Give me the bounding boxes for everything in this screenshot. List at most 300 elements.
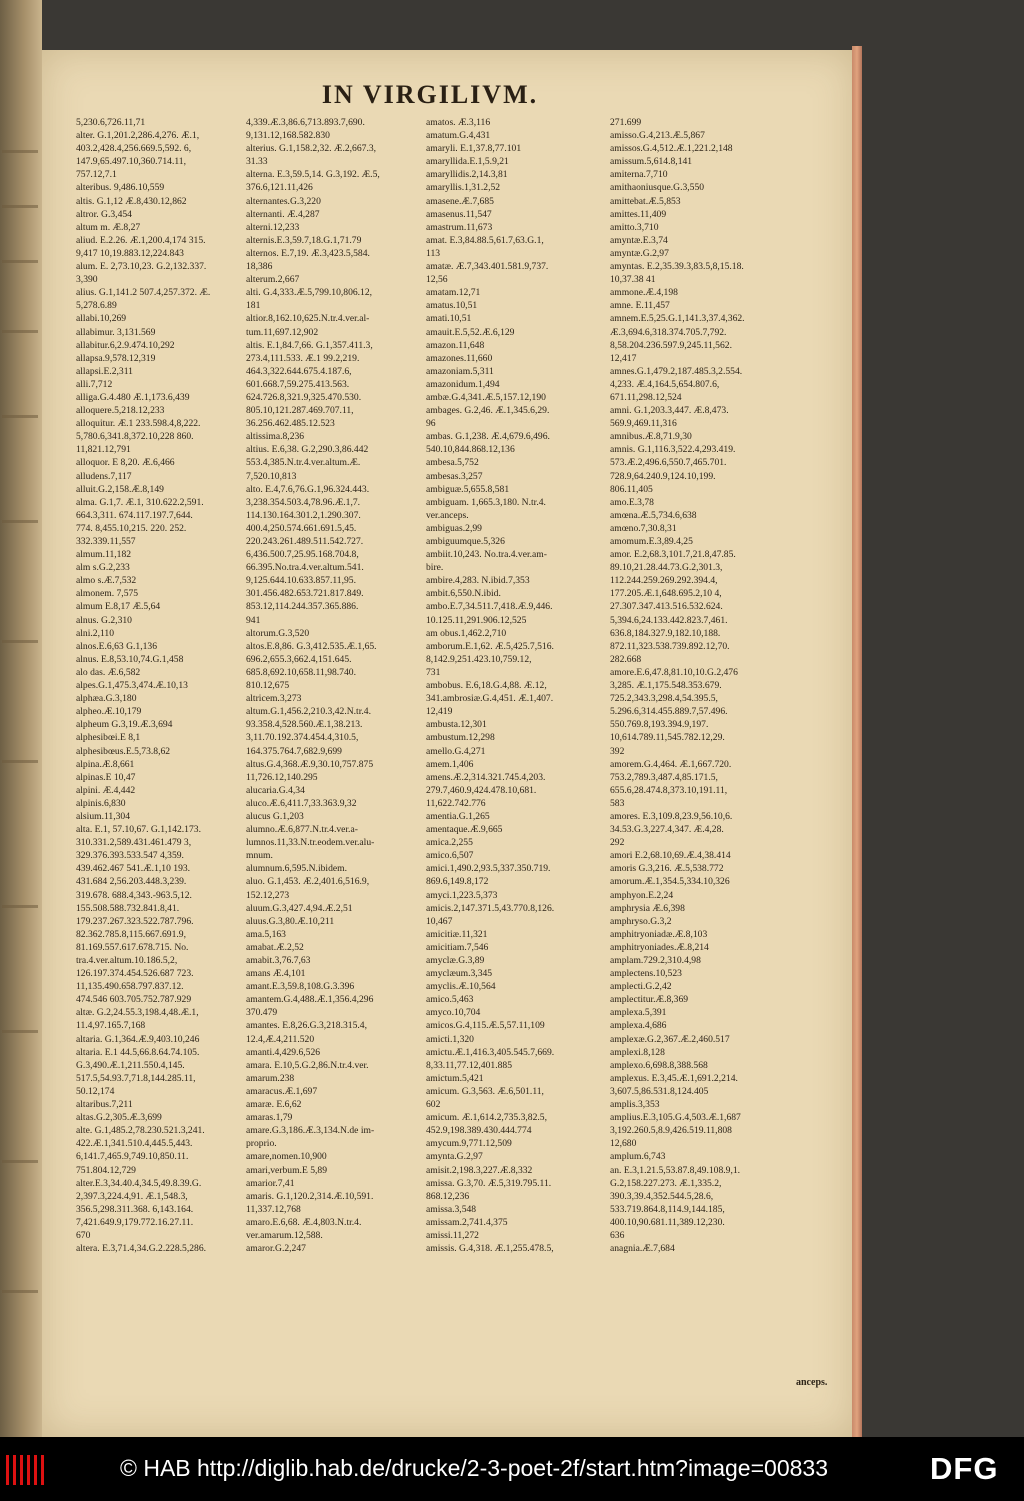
index-entry: anagnia.Æ.7,684	[610, 1243, 675, 1255]
index-entry: alloquitur. Æ.1 233.598.4,8,222.	[76, 418, 201, 430]
index-entry: 400.10,90.681.11,389.12,230.	[610, 1216, 725, 1228]
index-entry: 114.130.164.301.2,1.290.307.	[246, 509, 361, 521]
index-entry: altæ. G.2,24.55.3,198.4,48.Æ.1,	[76, 1007, 199, 1019]
index-entry: 624.726.8,321.9,325.470.530.	[246, 391, 362, 403]
hab-logo-icon	[6, 1455, 50, 1485]
index-entry: 279.7,460.9,424.478.10,681.	[426, 784, 537, 796]
index-entry: aluo. G.1,453. Æ.2,401.6,516.9,	[246, 876, 370, 888]
index-entry: 319.678. 688.4,343.-963.5,12.	[76, 889, 192, 901]
index-entry: 439.462.467 541.Æ.1,10 193.	[76, 863, 191, 875]
index-entry: amem.1,406	[426, 758, 474, 770]
index-entry: amicti.1,320	[426, 1033, 474, 1045]
index-entry: ambiguas.2,99	[426, 522, 482, 534]
index-entry: lumnos.11,33.N.tr.eodem.ver.alu-	[246, 837, 375, 849]
index-entry: am obus.1,462.2,710	[426, 627, 507, 639]
index-entry: 7,421.649.9,179.772.16.27.11.	[76, 1216, 194, 1228]
index-entry: 725.2,343.3,298.4,54.395.5,	[610, 693, 718, 705]
index-entry: 292	[610, 837, 625, 849]
index-entry: 853.12,114.244.357.365.886.	[246, 601, 359, 613]
index-entry: 181	[246, 300, 261, 312]
index-entry: amarior.7,41	[246, 1177, 295, 1189]
index-entry: 601.668.7,59.275.413.563.	[246, 378, 350, 390]
index-entry: allapsa.9,578.12,319	[76, 352, 156, 364]
index-entry: ammone.Æ.4,198	[610, 287, 678, 299]
index-entry: altaria. G.1,364.Æ.9,403.10,246	[76, 1033, 200, 1045]
index-entry: 27.307.347.413.516.532.624.	[610, 601, 723, 613]
index-entry: almum.11,182	[76, 549, 132, 561]
catchword: anceps.	[796, 1377, 828, 1388]
index-entry: 12,680	[610, 1138, 637, 1150]
index-entry: G.2,158.227.273. Æ.1,335.2,	[610, 1177, 722, 1189]
index-entry: amaræ. E.6,62	[246, 1099, 302, 1111]
index-entry: amisit.2,198.3,227.Æ.8,332	[426, 1164, 533, 1176]
index-entry: 11,622.742.776	[426, 797, 486, 809]
index-entry: 301.456.482.653.721.817.849.	[246, 588, 364, 600]
index-entry: 6,436.500.7,25.95.168.704.8,	[246, 549, 359, 561]
index-entry: 370.479	[246, 1007, 278, 1019]
index-entry: amor. E.2,68.3,101.7,21.8,47.85.	[610, 549, 736, 561]
index-entry: altum.G.1,456.2,210.3,42.N.tr.4.	[246, 706, 371, 718]
index-entry: 147.9,65.497.10,360.714.11,	[76, 156, 186, 168]
index-entry: amaris. G.1,120.2,314.Æ.10,591.	[246, 1190, 374, 1202]
index-entry: amœno.7,30.8,31	[610, 522, 677, 534]
index-entry: 220.243.261.489.511.542.727.	[246, 536, 364, 547]
index-entry: 50.12,174	[76, 1085, 115, 1097]
index-entry: amplexus. E.3,45.Æ.1,691.2,214.	[610, 1072, 738, 1084]
index-entry: alnus. E.8,53.10,74.G.1,458	[76, 653, 184, 665]
index-entry: 155.508.588.732.841.8,41.	[76, 902, 180, 914]
index-entry: alum. E. 2,73.10,23. G.2,132.337.	[76, 261, 207, 273]
index-entry: amphitryoniadæ.Æ.8,103	[610, 928, 708, 940]
index-entry: ambesa.5,752	[426, 457, 479, 469]
index-entry: amnes.G.1,479.2,187.485.3,2.554.	[610, 365, 743, 377]
index-entry: 9,125.644.10.633.857.11,95.	[246, 575, 356, 587]
index-entry: amici.1,490.2,93.5,337.350.719.	[426, 863, 551, 875]
index-entry: almo s.Æ.7,532	[76, 575, 137, 587]
index-entry: amicis.2,147.371.5,43.770.8,126.	[426, 902, 555, 914]
index-entry: altera. E.3,71.4,34.G.2.228.5,286.	[76, 1243, 207, 1255]
index-entry: 728.9,64.240.9,124.10,199.	[610, 470, 716, 482]
index-entry: alta. E.1, 57.10,67. G.1,142.173.	[76, 824, 201, 836]
index-entry: amyntæ.E.3,74	[610, 234, 668, 246]
index-entry: allabitur.6,2.9.474.10,292	[76, 339, 175, 351]
dfg-logo: DFG	[930, 1451, 999, 1486]
index-entry: altus.G.4,368.Æ.9,30.10,757.875	[246, 758, 374, 770]
index-entry: 332.339.11,557	[76, 536, 136, 547]
index-entry: 553.4,385.N.tr.4.ver.altum.Æ.	[246, 457, 361, 469]
index-entry: altius. E.6,38. G.2,290.3,86.442	[246, 444, 369, 456]
index-entry: amithaoniusque.G.3,550	[610, 182, 705, 194]
index-entry: 583	[610, 797, 625, 809]
index-entry: 12.4,Æ.4,211.520	[246, 1033, 315, 1045]
index-entry: amissam.2,741.4,375	[426, 1216, 508, 1228]
index-entry: alo das. Æ.6,582	[76, 666, 141, 678]
index-entry: 941	[246, 614, 261, 626]
index-entry: 7,520.10,813	[246, 470, 297, 482]
index-entry: amabat.Æ.2,52	[246, 941, 304, 953]
index-entry: altissima.8,236	[246, 431, 305, 443]
index-entry: amazones.11,660	[426, 352, 493, 364]
index-entry: 685.8,692.10,658.11,98.740.	[246, 666, 356, 678]
index-entry: 390.3,39.4,352.544.5,28.6,	[610, 1190, 714, 1202]
index-entry: amplexæ.G.2,367.Æ.2,460.517	[610, 1033, 730, 1045]
index-entry: ambages. G.2,46. Æ.1,345.6,29.	[426, 405, 550, 417]
index-entry: 5,278.6.89	[76, 300, 117, 312]
index-entry: amores. E.3,109.8,23.9,56.10,6.	[610, 810, 733, 822]
index-entry: amittes.11,409	[610, 208, 667, 220]
index-entry: 872.11,323.538.739.892.12,70.	[610, 640, 730, 652]
index-entry: amantem.G.4,488.Æ.1,356.4,296	[246, 994, 374, 1006]
index-entry: amborum.E.1,62. Æ.5,425.7,516.	[426, 640, 554, 652]
index-entry: 5,394.6,24.133.442.823.7,461.	[610, 614, 728, 626]
index-entry: alloquor. E 8,20. Æ.6,466	[76, 457, 175, 469]
index-entry: amphyon.E.2,24	[610, 889, 674, 901]
index-entry: amœna.Æ.5,734.6,638	[610, 509, 697, 521]
index-entry: 164.375.764.7,682.9,699	[246, 745, 342, 757]
index-entry: amiterna.7,710	[610, 169, 668, 181]
index-entry: 9,131.12,168.582.830	[246, 130, 330, 142]
index-entry: 376.6,121.11,426	[246, 182, 313, 194]
index-entry: 11,337.12,768	[246, 1203, 301, 1215]
index-entry: amnem.E.5,25.G.1,141.3,37.4,362.	[610, 313, 745, 325]
facing-page-edge	[0, 0, 42, 1437]
index-entry: ver.anceps.	[426, 509, 469, 521]
index-entry: amastrum.11,673	[426, 221, 493, 233]
index-entry: amo.E.3,78	[610, 496, 654, 508]
index-entry: amatæ. Æ.7,343.401.581.9,737.	[426, 261, 549, 273]
index-entry: tum.11,697.12,902	[246, 326, 319, 338]
index-entry: almum E.8,17 Æ.5,64	[76, 601, 161, 613]
index-entry: ambo.E.7,34.511.7,418.Æ.9,446.	[426, 601, 553, 613]
index-entry: 10,467	[426, 915, 453, 927]
index-entry: 3,192.260.5,8.9,426.519.11,808	[610, 1125, 732, 1137]
index-entry: alphæa.G.3,180	[76, 693, 137, 705]
index-column-1	[76, 116, 266, 1255]
index-entry: amplexa.5,391	[610, 1007, 667, 1019]
index-entry: amicum. Æ.1,614.2,735.3,82.5,	[426, 1112, 547, 1124]
index-entry: 6,141.7,465.9,749.10,850.11.	[76, 1151, 189, 1163]
index-entry: amplexo.6,698.8,388.568	[610, 1059, 708, 1071]
index-entry: amatos. Æ.3,116	[426, 117, 491, 128]
index-entry: 282.668	[610, 653, 642, 665]
index-entry: amissis. G.4,318. Æ.1,255.478.5,	[426, 1243, 554, 1255]
index-entry: 810.12,675	[246, 680, 290, 692]
index-entry: 8,33.11,77.12,401.885	[426, 1059, 512, 1071]
index-entry: amazonidum.1,494	[426, 378, 500, 390]
index-entry: amissi.11,272	[426, 1229, 479, 1241]
index-entry: alpinis.6,830	[76, 797, 126, 809]
index-entry: alpinas.E 10,47	[76, 771, 136, 783]
index-entry: alius. G.1,141.2 507.4,257.372. Æ.	[76, 287, 211, 299]
index-entry: 341.ambrosiæ.G.4,451. Æ.1,407.	[426, 693, 554, 705]
index-entry: alterius. G.1,158.2,32. Æ.2,667.3,	[246, 143, 377, 155]
index-entry: tra.4.ver.altum.10.186.5,2,	[76, 955, 178, 966]
index-entry: alloquere.5,218.12,233	[76, 405, 165, 417]
index-entry: amne. E.11,457	[610, 300, 670, 312]
index-entry: amyci.1,223.5,373	[426, 889, 498, 901]
index-entry: amplexa.4,686	[610, 1020, 667, 1032]
index-entry: alludens.7,117	[76, 470, 132, 482]
index-entry: amitto.3,710	[610, 221, 659, 233]
index-entry: 3,285. Æ.1,175.548.353.679.	[610, 680, 722, 692]
index-entry: amans Æ.4,101	[246, 968, 306, 980]
index-entry: 2,397.3,224.4,91. Æ.1,548.3,	[76, 1190, 188, 1202]
page-fore-edge	[852, 46, 862, 1438]
index-entry: 671.11,298.12,524	[610, 391, 682, 403]
index-entry: amoris G.3,216. Æ.5,538.772	[610, 863, 724, 875]
index-entry: amyco.10,704	[426, 1007, 481, 1019]
index-entry: 533.719.864.8,114.9,144.185,	[610, 1203, 725, 1215]
index-entry: amplum.6,743	[610, 1151, 666, 1163]
running-head: IN VIRGILIVM.	[321, 80, 539, 109]
index-entry: amico.6,507	[426, 850, 474, 862]
index-entry: ver.amarum.12,588.	[246, 1229, 323, 1241]
index-entry: alternis.E.3,59.7,18.G.1,71.79	[246, 234, 362, 246]
index-entry: 5,780.6,341.8,372.10,228 860.	[76, 431, 194, 443]
index-entry: ambiguæ.5,655.8,581	[426, 483, 510, 495]
index-entry: amentaque.Æ.9,665	[426, 824, 503, 836]
index-entry: ambire.4,283. N.ibid.7,353	[426, 575, 530, 587]
index-entry: 10.125.11,291.906.12,525	[426, 614, 527, 626]
index-entry: amaro.E.6,68. Æ.4,803.N.tr.4.	[246, 1216, 362, 1228]
index-entry: 126.197.374.454.526.687 723.	[76, 968, 194, 980]
index-entry: 31.33	[246, 156, 268, 168]
index-entry: ambiguam. 1,665.3,180. N.tr.4.	[426, 496, 546, 508]
index-entry: 96	[426, 418, 436, 430]
index-entry: amicum. G.3,563. Æ.6,501.11,	[426, 1085, 544, 1097]
index-entry: alli.7,712	[76, 378, 113, 390]
index-entry: alpina.Æ.8,661	[76, 758, 135, 770]
index-entry: amplius.E.3,105.G.4,503.Æ.1,687	[610, 1112, 741, 1124]
index-entry: 81.169.557.617.678.715. No.	[76, 941, 189, 953]
index-entry: 517.5,54.93.7,71.8,144.285.11,	[76, 1072, 196, 1084]
index-entry: amyntæ.G.2,97	[610, 247, 669, 259]
index-entry: alterum.2,667	[246, 274, 300, 286]
index-entry: amorum.Æ.1,354.5,334.10,326	[610, 876, 730, 888]
index-entry: alni.2,110	[76, 627, 115, 639]
index-entry: ama.5,163	[246, 928, 286, 940]
index-entry: amari,verbum.E 5,89	[246, 1164, 327, 1176]
index-entry: 3,390	[76, 274, 98, 286]
index-entry: amissum.5,614.8,141	[610, 156, 693, 168]
index-entry: 664.3,311. 674.117.197.7,644.	[76, 509, 193, 521]
index-entry: 34.53.G.3,227.4,347. Æ.4,28.	[610, 824, 724, 836]
index-entry: amore.E.6,47.8,81.10,10.G.2,476	[610, 666, 738, 678]
index-entry: 11,726.12,140.295	[246, 771, 318, 783]
index-entry: amica.2,255	[426, 837, 473, 849]
index-entry: amplectens.10,523	[610, 968, 682, 980]
index-entry: amens.Æ.2,314.321.745.4,203.	[426, 771, 546, 783]
index-entry: 113	[426, 247, 441, 259]
index-entry: alphesibœi.E 8,1	[76, 732, 141, 744]
index-entry: 774. 8,455.10,215. 220. 252.	[76, 522, 187, 534]
index-entry: allabi.10,269	[76, 313, 127, 325]
index-entry: alto. E.4,7.6,76.G.1,96.324.443.	[246, 483, 370, 495]
index-entry: 11.4,97.165.7,168	[76, 1020, 146, 1032]
index-entry: 9,417 10,19.883.12,224.843	[76, 247, 184, 259]
index-entry: bire.	[426, 562, 444, 574]
index-entry: 177.205.Æ.1,648.695.2,10 4,	[610, 588, 722, 600]
index-entry: amplectitur.Æ.8,369	[610, 994, 689, 1006]
index-entry: aluus.G.3,80.Æ.10,211	[246, 915, 335, 927]
index-entry: 751.804.12,729	[76, 1164, 136, 1176]
index-entry: alumnum.6,595.N.ibidem.	[246, 863, 347, 875]
index-entry: altis. G.1,12 Æ.8,430.12,862	[76, 195, 187, 207]
index-entry: amissa.3,548	[426, 1203, 477, 1215]
index-entry: alternos. E.7,19. Æ.3,423.5,584.	[246, 247, 370, 259]
index-entry: altis. E.1,84.7,66. G.1,357.411.3,	[246, 339, 373, 351]
index-entry: 422.Æ.1,341.510.4,445.5,443.	[76, 1138, 193, 1150]
index-entry: amaryli. E.1,37.8,77.101	[426, 143, 522, 155]
index-entry: alumno.Æ.6,877.N.tr.4.ver.a-	[246, 824, 358, 836]
index-entry: 5.296.6,314.455.889.7,57.496.	[610, 706, 728, 718]
index-entry: 8,58.204.236.597.9,245.11,562.	[610, 339, 732, 351]
index-entry: amare,nomen.10,900	[246, 1151, 327, 1163]
index-entry: altorum.G.3,520	[246, 627, 310, 639]
index-entry: alnos.E.6,63 G.1,136	[76, 640, 158, 652]
index-entry: 400.4,250.574.661.691.5,45.	[246, 522, 357, 534]
index-entry: allabimur. 3,131.569	[76, 326, 156, 338]
index-entry: 310.331.2,589.431.461.479 3,	[76, 837, 192, 849]
index-entry: 3,11.70.192.374.454.4,310.5,	[246, 732, 359, 744]
index-entry: 696.2,655.3,662.4,151.645.	[246, 653, 352, 665]
index-entry: amphitryoniades.Æ.8,214	[610, 941, 709, 953]
index-entry: amabit.3,76.7,63	[246, 955, 311, 966]
index-entry: 3,607.5,86.531.8,124.405	[610, 1085, 709, 1097]
index-entry: aluum.G.3,427.4,94.Æ.2,51	[246, 902, 353, 914]
index-entry: 93.358.4,528.560.Æ.1,38.213.	[246, 719, 363, 731]
index-entry: 431.684 2,56.203.448.3,239.	[76, 876, 187, 888]
index-entry: amplexi.8,128	[610, 1046, 665, 1058]
index-entry: 3,238.354.503.4,78.96.Æ.1,7.	[246, 496, 361, 508]
index-entry: amaryllis.1,31.2,52	[426, 182, 501, 194]
index-column-4	[610, 116, 800, 1255]
index-entry: 392	[610, 745, 625, 757]
index-entry: 82.362.785.8,115.667.691.9,	[76, 928, 186, 940]
index-entry: 757.12,7.1	[76, 169, 117, 181]
index-entry: alpheum G.3,19.Æ.3,694	[76, 719, 173, 731]
index-entry: ambas. G.1,238. Æ.4,679.6,496.	[426, 431, 550, 443]
index-entry: altum m. Æ.8,27	[76, 221, 141, 233]
index-entry: alsium.11,304	[76, 810, 131, 822]
index-entry: 8,142.9,251.423.10,759.12,	[426, 653, 532, 665]
index-entry: amentia.G.1,265	[426, 810, 490, 822]
index-entry: amicos.G.4,115.Æ.5,57.11,109	[426, 1020, 545, 1032]
index-entry: amittebat.Æ.5,853	[610, 195, 681, 207]
index-entry: amissa. G.3,70. Æ.5,319.795.11.	[426, 1177, 552, 1189]
index-entry: amomum.E.3,89.4,25	[610, 536, 693, 547]
index-entry: 573.Æ.2,496.6,550.7,465.701.	[610, 457, 727, 469]
index-entry: 540.10,844.868.12,136	[426, 444, 515, 456]
index-entry: amatam.12,71	[426, 287, 481, 299]
index-entry: amycum.9,771.12,509	[426, 1138, 512, 1150]
index-entry: amplis.3,353	[610, 1099, 660, 1111]
index-entry: altaria. E.1 44.5,66.8.64.74.105.	[76, 1046, 200, 1058]
index-entry: 655.6,28.474.8,373.10,191.11,	[610, 784, 728, 796]
index-entry: amictu.Æ.1,416.3,405.545.7,669.	[426, 1046, 555, 1058]
index-entry: alpini. Æ.4,442	[76, 784, 136, 796]
index-entry: ambusta.12,301	[426, 719, 487, 731]
index-entry: 11,135.490.658.797.837.12.	[76, 981, 184, 993]
index-entry: mnum.	[246, 850, 273, 862]
index-entry: G.3,490.Æ.1,211.550.4,145.	[76, 1059, 185, 1071]
index-entry: amant.E.3,59.8,108.G.3.396	[246, 981, 355, 993]
index-entry: altaribus.7,211	[76, 1099, 133, 1111]
index-entry: amissos.G.4,512.Æ.1,221.2,148	[610, 143, 733, 155]
index-entry: aluco.Æ.6,411.7,33.363.9,32	[246, 797, 357, 809]
index-entry: 636.8,184.327.9,182.10,188.	[610, 627, 721, 639]
index-entry: amare.G.3,186.Æ.3,134.N.de im-	[246, 1125, 375, 1137]
index-entry: amictum.5,421	[426, 1072, 484, 1084]
index-entry: an. E.3,1.21.5,53.87.8,49.108.9,1.	[610, 1164, 741, 1176]
index-entry: 179.237.267.323.522.787.796.	[76, 915, 194, 927]
index-entry: amynta.G.2,97	[426, 1151, 483, 1163]
index-entry: alteribus. 9,486.10,559	[76, 182, 165, 194]
index-entry: alterna. E.3,59.5,14. G.3,192. Æ.5,	[246, 169, 380, 181]
index-entry: amyntas. E.2,35.39.3,83.5,8,15.18.	[610, 261, 744, 273]
index-entry: 869.6,149.8,172	[426, 876, 489, 888]
index-entry: ambesas.3,257	[426, 470, 483, 482]
index-entry: allapsi.E.2,311	[76, 365, 133, 377]
index-entry: amanti.4,429.6,526	[246, 1046, 321, 1058]
index-entry: 868.12,236	[426, 1190, 470, 1202]
index-entry: amorem.G.4,464. Æ.1,667.720.	[610, 758, 732, 770]
index-entry: 329.376.393.533.547 4,359.	[76, 850, 184, 862]
index-entry: 464.3,322.644.675.4.187.6,	[246, 365, 352, 377]
index-entry: alma. G.1,7. Æ.1, 310.622.2,591.	[76, 496, 204, 508]
index-entry: 805.10,121.287.469.707.11,	[246, 405, 354, 417]
index-entry: 18,386	[246, 261, 273, 273]
index-entry: alliga.G.4.480 Æ.1,173.6,439	[76, 391, 190, 403]
index-entry: ambit.6,550.N.ibid.	[426, 588, 501, 600]
index-entry: alphesibœus.E.5,73.8,62	[76, 745, 171, 757]
index-entry: 152.12,273	[246, 889, 290, 901]
index-entry: 4,233. Æ.4,164.5,654.807.6,	[610, 378, 720, 390]
index-entry: aliud. E.2.26. Æ.1,200.4,174 315.	[76, 234, 206, 246]
copyright-link[interactable]: © HAB http://diglib.hab.de/drucke/2-3-poet-2f/start.htm?image=00833	[120, 1455, 828, 1481]
index-entry: amatus.10,51	[426, 300, 478, 312]
index-entry: 12,417	[610, 352, 637, 364]
index-entry: amyclis.Æ.10,564	[426, 981, 496, 993]
index-entry: 403.2,428.4,256.669.5,592. 6,	[76, 143, 192, 155]
index-entry: amantes. E.8,26.G.3,218.315.4,	[246, 1020, 367, 1032]
index-entry: 5,230.6,726.11,71	[76, 117, 146, 128]
index-entry: 474.546 603.705.752.787.929	[76, 994, 192, 1006]
index-entry: alnus. G.2,310	[76, 614, 132, 626]
footer-bar	[0, 1437, 1024, 1501]
index-entry: alterni.12,233	[246, 221, 300, 233]
index-entry: almonem. 7,575	[76, 588, 139, 600]
index-entry: amaras.1,79	[246, 1112, 293, 1124]
index-entry: alucus G.1,203	[246, 810, 304, 822]
index-entry: 273.4,111.533. Æ.1 99.2,219.	[246, 352, 360, 364]
index-entry: amnibus.Æ.8,71.9,30	[610, 431, 692, 443]
index-entry: amazon.11,648	[426, 339, 485, 351]
index-entry: ambæ.G.4,341.Æ.5,157.12,190	[426, 391, 546, 403]
index-entry: amni. G.1,203.3,447. Æ.8,473.	[610, 405, 729, 417]
index-entry: amaryllidis.2,14.3,81	[426, 169, 508, 181]
index-entry: 10,614.789.11,545.782.12,29.	[610, 732, 725, 744]
index-entry: Æ.3,694.6,318.374.705.7,792.	[610, 326, 727, 338]
index-entry: ambiit.10,243. No.tra.4.ver.am-	[426, 549, 547, 561]
index-entry: 12,419	[426, 706, 453, 718]
index-entry: 12,56	[426, 274, 448, 286]
index-entry: altror. G.3,454	[76, 208, 132, 220]
index-entry: altas.G.2,305.Æ.3,699	[76, 1112, 162, 1124]
index-entry: 89.10,21.28.44.73.G.2,301.3,	[610, 562, 723, 574]
index-entry: amaryllida.E.1,5.9,21	[426, 156, 509, 168]
index-entry: amauit.E.5,52.Æ.6,129	[426, 326, 515, 338]
